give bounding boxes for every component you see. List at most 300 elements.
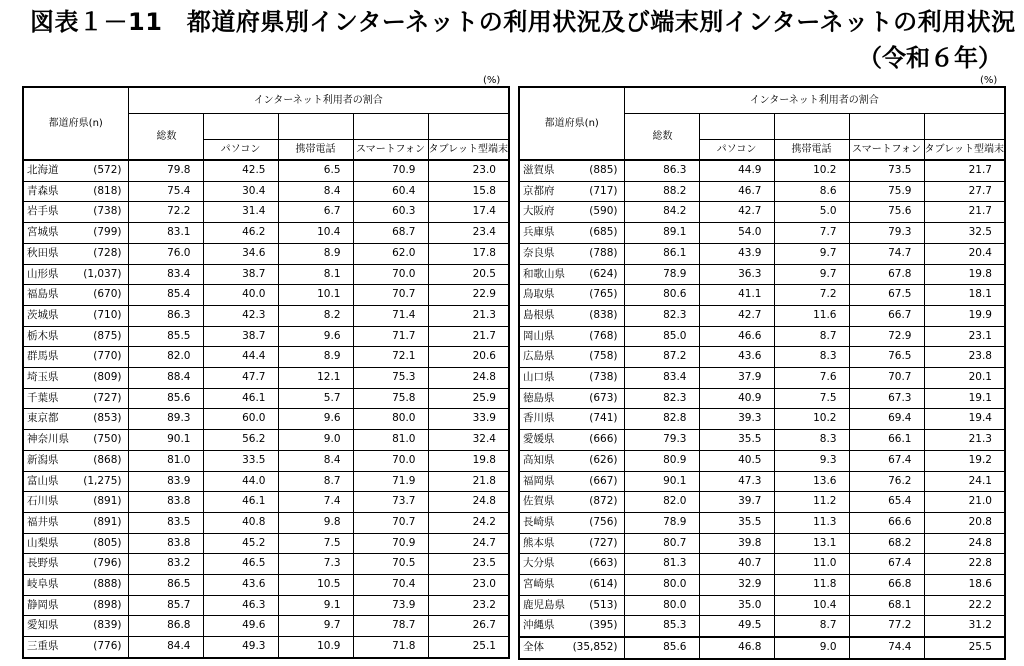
- table-row: [519, 160, 1005, 181]
- value-total: 75.4: [128, 181, 203, 202]
- table-row: [519, 575, 1005, 596]
- value-pc: 44.4: [203, 347, 278, 368]
- value-pc: 43.6: [203, 575, 278, 596]
- pref-cell: [519, 202, 624, 223]
- value-smartphone: 67.8: [849, 264, 924, 285]
- value-total: 85.6: [624, 637, 699, 659]
- sample-size: (670): [93, 288, 122, 301]
- value-pc: 40.8: [203, 512, 278, 533]
- value-total: 82.0: [128, 347, 203, 368]
- value-smartphone: 66.7: [849, 305, 924, 326]
- value-smartphone: 72.1: [353, 347, 428, 368]
- pref-name: 富山県: [27, 474, 59, 487]
- value-pc: 42.7: [699, 305, 774, 326]
- sample-size: (805): [93, 536, 122, 549]
- sample-size: (891): [93, 495, 122, 508]
- value-total: 80.6: [624, 285, 699, 306]
- value-pc: 35.0: [699, 595, 774, 616]
- value-smartphone: 80.0: [353, 409, 428, 430]
- value-mobile: 10.2: [774, 409, 849, 430]
- pref-name: 和歌山県: [523, 267, 565, 280]
- value-smartphone: 70.0: [353, 264, 428, 285]
- value-mobile: 9.6: [278, 409, 353, 430]
- table-row: [23, 554, 509, 575]
- value-total: 83.8: [128, 533, 203, 554]
- value-smartphone: 70.0: [353, 450, 428, 471]
- value-pc: 36.3: [699, 264, 774, 285]
- value-mobile: 8.3: [774, 347, 849, 368]
- pref-name: 東京都: [27, 412, 59, 425]
- value-smartphone: 66.8: [849, 575, 924, 596]
- value-pc: 37.9: [699, 368, 774, 389]
- table-row: [23, 409, 509, 430]
- value-smartphone: 71.7: [353, 326, 428, 347]
- value-tablet: 24.2: [428, 512, 509, 533]
- value-tablet: 25.1: [428, 637, 509, 658]
- sample-size: (868): [93, 453, 122, 466]
- value-tablet: 21.3: [428, 305, 509, 326]
- pref-cell: [23, 533, 128, 554]
- pref-name: 秋田県: [27, 246, 59, 259]
- sample-size: (1,037): [83, 267, 122, 280]
- value-mobile: 10.9: [278, 637, 353, 658]
- pref-cell: [23, 554, 128, 575]
- table-row: [23, 181, 509, 202]
- sample-size: (853): [93, 412, 122, 425]
- value-mobile: 7.5: [278, 533, 353, 554]
- value-tablet: 21.3: [924, 430, 1005, 451]
- sample-size: (768): [589, 329, 618, 342]
- pref-cell: [519, 326, 624, 347]
- value-smartphone: 75.3: [353, 368, 428, 389]
- pref-name: 岡山県: [523, 329, 555, 342]
- value-pc: 40.9: [699, 388, 774, 409]
- value-tablet: 32.5: [924, 223, 1005, 244]
- table-row: [519, 264, 1005, 285]
- value-total: 80.7: [624, 533, 699, 554]
- value-total: 86.3: [624, 160, 699, 181]
- pref-name: 愛知県: [27, 619, 59, 632]
- sample-size: (663): [589, 557, 618, 570]
- header-spacer: [353, 114, 428, 140]
- value-tablet: 21.0: [924, 492, 1005, 513]
- value-pc: 46.5: [203, 554, 278, 575]
- value-mobile: 8.4: [278, 181, 353, 202]
- pref-name: 滋賀県: [523, 164, 555, 176]
- pref-cell: [519, 305, 624, 326]
- value-mobile: 5.0: [774, 202, 849, 223]
- table-row: [23, 347, 509, 368]
- pref-cell: [23, 181, 128, 202]
- value-tablet: 15.8: [428, 181, 509, 202]
- value-pc: 40.7: [699, 554, 774, 575]
- sample-size: (888): [93, 578, 122, 591]
- value-mobile: 11.3: [774, 512, 849, 533]
- value-tablet: 19.4: [924, 409, 1005, 430]
- value-pc: 32.9: [699, 575, 774, 596]
- table-row: [23, 616, 509, 637]
- value-smartphone: 70.4: [353, 575, 428, 596]
- pref-cell: [519, 554, 624, 575]
- value-smartphone: 67.4: [849, 450, 924, 471]
- sample-size: (666): [589, 433, 618, 446]
- unit-label-right: (%): [980, 75, 998, 86]
- value-pc: 44.9: [699, 160, 774, 181]
- pref-cell: [519, 368, 624, 389]
- value-mobile: 9.0: [774, 637, 849, 659]
- value-mobile: 8.6: [774, 181, 849, 202]
- value-tablet: 23.8: [924, 347, 1005, 368]
- value-smartphone: 70.7: [849, 368, 924, 389]
- pref-cell: [519, 450, 624, 471]
- pref-cell: [519, 492, 624, 513]
- value-mobile: 10.4: [774, 595, 849, 616]
- pref-cell: [519, 347, 624, 368]
- left-table: [22, 86, 510, 659]
- value-pc: 46.7: [699, 181, 774, 202]
- value-tablet: 19.2: [924, 450, 1005, 471]
- header-group: インターネット利用者の割合: [128, 87, 509, 114]
- header-tablet: タブレット型端末: [924, 140, 1005, 161]
- pref-cell: [519, 409, 624, 430]
- sample-size: (35,852): [572, 641, 618, 654]
- value-tablet: 24.8: [428, 492, 509, 513]
- value-tablet: 19.8: [924, 264, 1005, 285]
- value-pc: 40.0: [203, 285, 278, 306]
- value-mobile: 7.2: [774, 285, 849, 306]
- pref-cell: [519, 637, 624, 659]
- table-row: [519, 305, 1005, 326]
- pref-name: 全体: [523, 641, 544, 654]
- pref-name: 京都府: [523, 184, 555, 197]
- value-pc: 47.3: [699, 471, 774, 492]
- value-mobile: 10.2: [774, 160, 849, 181]
- table-row: [519, 512, 1005, 533]
- value-total: 80.0: [624, 595, 699, 616]
- sample-size: (624): [589, 267, 618, 280]
- pref-cell: [519, 181, 624, 202]
- value-tablet: 19.9: [924, 305, 1005, 326]
- sample-size: (839): [93, 619, 122, 632]
- value-pc: 44.0: [203, 471, 278, 492]
- table-row: [23, 595, 509, 616]
- pref-name: 香川県: [523, 412, 555, 425]
- sample-size: (885): [589, 164, 618, 176]
- pref-cell: [519, 160, 624, 181]
- table-row: [519, 595, 1005, 616]
- value-pc: 46.1: [203, 388, 278, 409]
- value-total: 83.4: [128, 264, 203, 285]
- value-total: 78.9: [624, 264, 699, 285]
- value-pc: 45.2: [203, 533, 278, 554]
- pref-name: 大阪府: [523, 205, 555, 218]
- value-mobile: 7.6: [774, 368, 849, 389]
- value-pc: 35.5: [699, 512, 774, 533]
- value-total: 84.4: [128, 637, 203, 658]
- value-tablet: 20.8: [924, 512, 1005, 533]
- value-tablet: 25.9: [428, 388, 509, 409]
- pref-name: 佐賀県: [523, 495, 555, 508]
- pref-name: 山梨県: [27, 536, 59, 549]
- value-smartphone: 75.9: [849, 181, 924, 202]
- table-row: [519, 409, 1005, 430]
- sample-size: (513): [589, 598, 618, 611]
- sample-size: (667): [589, 474, 618, 487]
- value-smartphone: 68.1: [849, 595, 924, 616]
- header-pref: 都道府県(n): [23, 87, 128, 160]
- sample-size: (395): [589, 619, 618, 632]
- table-row: [519, 285, 1005, 306]
- pref-cell: [23, 305, 128, 326]
- header-spacer: [278, 114, 353, 140]
- table-row: [23, 471, 509, 492]
- value-mobile: 11.2: [774, 492, 849, 513]
- value-mobile: 9.6: [278, 326, 353, 347]
- sample-size: (818): [93, 184, 122, 197]
- value-pc: 46.6: [699, 326, 774, 347]
- pref-name: 石川県: [27, 495, 59, 508]
- sample-size: (710): [93, 308, 122, 321]
- value-pc: 49.3: [203, 637, 278, 658]
- value-tablet: 24.8: [428, 368, 509, 389]
- sample-size: (756): [589, 515, 618, 528]
- value-tablet: 21.7: [924, 160, 1005, 181]
- value-total: 82.3: [624, 305, 699, 326]
- value-smartphone: 65.4: [849, 492, 924, 513]
- value-mobile: 11.6: [774, 305, 849, 326]
- value-tablet: 18.1: [924, 285, 1005, 306]
- value-total: 72.2: [128, 202, 203, 223]
- value-tablet: 26.7: [428, 616, 509, 637]
- value-mobile: 8.9: [278, 347, 353, 368]
- value-pc: 46.1: [203, 492, 278, 513]
- pref-cell: [519, 595, 624, 616]
- table-row: [23, 388, 509, 409]
- value-smartphone: 60.3: [353, 202, 428, 223]
- value-total: 80.9: [624, 450, 699, 471]
- value-smartphone: 70.7: [353, 512, 428, 533]
- value-smartphone: 70.9: [353, 533, 428, 554]
- value-smartphone: 76.2: [849, 471, 924, 492]
- value-mobile: 9.7: [774, 264, 849, 285]
- value-pc: 41.1: [699, 285, 774, 306]
- header-spacer: [924, 114, 1005, 140]
- value-total: 85.6: [128, 388, 203, 409]
- value-mobile: 10.5: [278, 575, 353, 596]
- value-smartphone: 79.3: [849, 223, 924, 244]
- value-tablet: 23.4: [428, 223, 509, 244]
- value-total: 86.3: [128, 305, 203, 326]
- value-total: 86.8: [128, 616, 203, 637]
- table-row: [519, 430, 1005, 451]
- value-total: 82.8: [624, 409, 699, 430]
- pref-name: 愛媛県: [523, 433, 555, 446]
- table-row: [519, 388, 1005, 409]
- header-spacer: [774, 114, 849, 140]
- value-mobile: 8.1: [278, 264, 353, 285]
- value-total: 84.2: [624, 202, 699, 223]
- value-mobile: 8.9: [278, 243, 353, 264]
- value-mobile: 9.7: [774, 243, 849, 264]
- value-tablet: 19.8: [428, 450, 509, 471]
- pref-name: 岩手県: [27, 205, 59, 218]
- value-tablet: 23.0: [428, 575, 509, 596]
- table-row: [519, 554, 1005, 575]
- header-total: 総数: [128, 114, 203, 161]
- sample-size: (750): [93, 433, 122, 446]
- table-row: [23, 492, 509, 513]
- value-smartphone: 77.2: [849, 616, 924, 637]
- sample-size: (685): [589, 226, 618, 239]
- value-total: 79.3: [624, 430, 699, 451]
- value-mobile: 11.0: [774, 554, 849, 575]
- sample-size: (872): [589, 495, 618, 508]
- value-tablet: 22.8: [924, 554, 1005, 575]
- value-total: 76.0: [128, 243, 203, 264]
- sample-size: (741): [589, 412, 618, 425]
- value-pc: 46.8: [699, 637, 774, 659]
- value-smartphone: 73.9: [353, 595, 428, 616]
- pref-cell: [23, 347, 128, 368]
- value-tablet: 25.5: [924, 637, 1005, 659]
- value-smartphone: 67.3: [849, 388, 924, 409]
- pref-cell: [519, 512, 624, 533]
- value-total: 83.1: [128, 223, 203, 244]
- value-tablet: 23.2: [428, 595, 509, 616]
- header-mobile: 携帯電話: [278, 140, 353, 161]
- value-smartphone: 74.7: [849, 243, 924, 264]
- header-smartphone: スマートフォン: [849, 140, 924, 161]
- pref-name: 徳島県: [523, 391, 555, 404]
- value-total: 90.1: [128, 430, 203, 451]
- value-smartphone: 69.4: [849, 409, 924, 430]
- right-table-body: [519, 160, 1005, 659]
- pref-cell: [519, 430, 624, 451]
- value-pc: 56.2: [203, 430, 278, 451]
- pref-name: 栃木県: [27, 329, 59, 342]
- header-spacer: [428, 114, 509, 140]
- value-pc: 34.6: [203, 243, 278, 264]
- value-tablet: 20.4: [924, 243, 1005, 264]
- value-total: 86.1: [624, 243, 699, 264]
- value-total: 81.0: [128, 450, 203, 471]
- pref-cell: [519, 243, 624, 264]
- pref-name: 千葉県: [27, 391, 59, 404]
- value-total: 87.2: [624, 347, 699, 368]
- value-pc: 49.6: [203, 616, 278, 637]
- value-mobile: 13.1: [774, 533, 849, 554]
- value-total: 83.2: [128, 554, 203, 575]
- pref-cell: [23, 202, 128, 223]
- pref-cell: [519, 264, 624, 285]
- header-pref: 都道府県(n): [519, 87, 624, 160]
- value-total: 85.0: [624, 326, 699, 347]
- value-tablet: 23.5: [428, 554, 509, 575]
- pref-cell: [23, 243, 128, 264]
- value-pc: 43.6: [699, 347, 774, 368]
- value-total: 79.8: [128, 160, 203, 181]
- table-row: [23, 430, 509, 451]
- pref-name: 神奈川県: [27, 433, 69, 446]
- pref-cell: [23, 430, 128, 451]
- header-mobile: 携帯電話: [774, 140, 849, 161]
- pref-cell: [23, 326, 128, 347]
- value-smartphone: 68.2: [849, 533, 924, 554]
- table-row: [23, 202, 509, 223]
- value-smartphone: 66.6: [849, 512, 924, 533]
- value-smartphone: 70.5: [353, 554, 428, 575]
- value-mobile: 8.3: [774, 430, 849, 451]
- value-tablet: 19.1: [924, 388, 1005, 409]
- header-pc: パソコン: [699, 140, 774, 161]
- value-tablet: 20.1: [924, 368, 1005, 389]
- value-tablet: 21.8: [428, 471, 509, 492]
- value-tablet: 18.6: [924, 575, 1005, 596]
- table-row: [23, 450, 509, 471]
- value-tablet: 24.7: [428, 533, 509, 554]
- table-row: [23, 326, 509, 347]
- sample-size: (788): [589, 246, 618, 259]
- sample-size: (770): [93, 350, 122, 363]
- value-mobile: 11.8: [774, 575, 849, 596]
- value-pc: 46.3: [203, 595, 278, 616]
- pref-cell: [23, 492, 128, 513]
- table-row: [519, 492, 1005, 513]
- value-total: 80.0: [624, 575, 699, 596]
- value-mobile: 6.5: [278, 160, 353, 181]
- sample-size: (738): [93, 205, 122, 218]
- sample-size: (765): [589, 288, 618, 301]
- pref-name: 広島県: [523, 350, 555, 363]
- value-total: 83.9: [128, 471, 203, 492]
- value-mobile: 8.4: [278, 450, 353, 471]
- pref-cell: [23, 388, 128, 409]
- pref-cell: [23, 368, 128, 389]
- table-row: [519, 202, 1005, 223]
- sample-size: (717): [589, 184, 618, 197]
- pref-name: 群馬県: [27, 350, 59, 363]
- value-smartphone: 71.9: [353, 471, 428, 492]
- header-group: インターネット利用者の割合: [624, 87, 1005, 114]
- pref-cell: [23, 575, 128, 596]
- pref-name: 三重県: [27, 640, 59, 653]
- header-spacer: [203, 114, 278, 140]
- table-row: [519, 223, 1005, 244]
- table-row: [23, 368, 509, 389]
- table-row: [519, 347, 1005, 368]
- sample-size: (898): [93, 598, 122, 611]
- figure-title: 図表１－11 都道府県別インターネットの利用状況及び端末別インターネットの利用状況: [30, 8, 1016, 36]
- value-pc: 42.7: [699, 202, 774, 223]
- value-tablet: 21.7: [924, 202, 1005, 223]
- value-total: 78.9: [624, 512, 699, 533]
- value-smartphone: 75.6: [849, 202, 924, 223]
- value-smartphone: 70.9: [353, 160, 428, 181]
- value-pc: 49.5: [699, 616, 774, 637]
- pref-name: 茨城県: [27, 308, 59, 321]
- pref-name: 新潟県: [27, 453, 59, 466]
- value-mobile: 12.1: [278, 368, 353, 389]
- value-smartphone: 62.0: [353, 243, 428, 264]
- pref-name: 鹿児島県: [523, 598, 565, 611]
- sample-size: (727): [93, 391, 122, 404]
- value-mobile: 8.7: [278, 471, 353, 492]
- value-tablet: 20.5: [428, 264, 509, 285]
- table-row: [23, 637, 509, 658]
- value-pc: 39.3: [699, 409, 774, 430]
- value-total: 82.3: [624, 388, 699, 409]
- pref-name: 埼玉県: [27, 371, 59, 384]
